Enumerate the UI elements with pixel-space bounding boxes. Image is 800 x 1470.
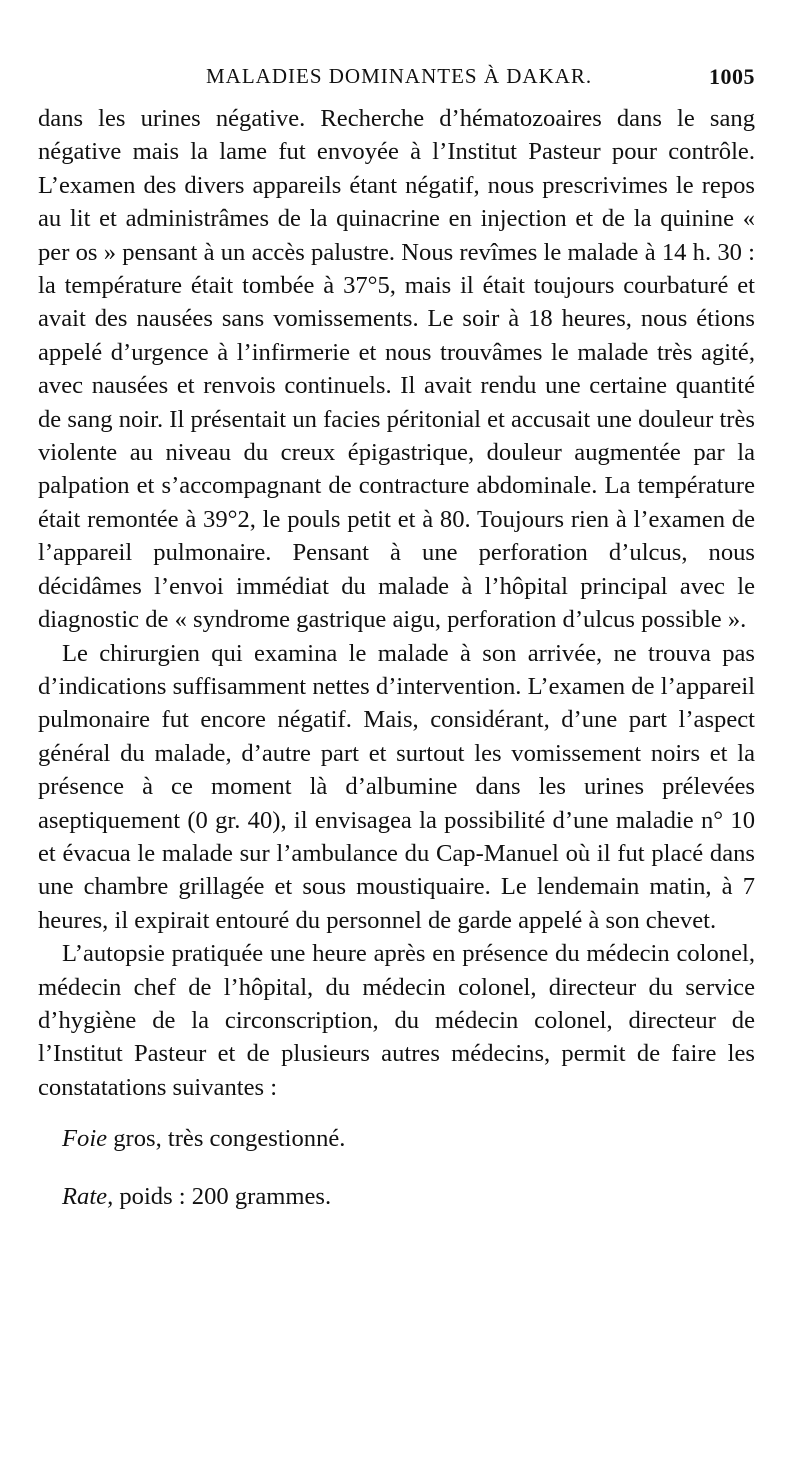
page-number: 1005 [709,64,755,89]
page-header [38,58,755,102]
finding-term: Foie [62,1125,108,1153]
document-page [38,58,755,1213]
paragraph-continuation: dans les urines négative. Recherche d’hématozoaires dans le sang négative mais la lame fut envoyée à l’Institut Pasteur pour contrôle. L’examen des divers appareils étant négatif, nous prescrivimes le repos au lit et administrâmes de la quinacrine en injection et de la quinine « per os » pensant à un accès palustre. Nous revîmes le malade à 14 h. 30 : la température était tombée à 37°5, mais il était toujours courbaturé et avait des nausées sans vomissements. Le soir à 18 heures, nous étions appelé d’urgence à l’infirmerie et nous trouvâmes le malade très agité, avec nausées et renvois continuels. Il avait rendu une certaine quantité de sang noir. Il présentait un facies péritonial et accusait une douleur très violente au niveau du creux épigastrique, douleur augmentée par la palpation et s’accompagnant de contracture abdominale. La température était remontée à 39°2, le pouls petit et à 80. Toujours rien à l’examen de l’appareil pulmonaire. Pensant à une perforation d’ulcus, nous décidâmes l’envoi immédiat du malade à l’hôpital principal avec le diagnostic de « syndrome gastrique aigu, perforation d’ulcus possible ». [38,105,755,634]
paragraph-surgeon: Le chirurgien qui examina le malade à son arrivée, ne trouva pas d’indications suffisamment nettes d’intervention. L’examen de l’appareil pulmonaire fut encore négatif. Mais, considérant, d’une part l’aspect général du malade, d’autre part et surtout les vomissement noirs et la présence à ce moment là d’albumine dans les urines prélevées aseptiquement (0 gr. 40), il envisagea la possibilité d’une maladie n° 10 et évacua le malade sur l’ambulance du Cap-Manuel où il fut placé dans une chambre grillagée et sous moustiquaire. Le lendemain matin, à 7 heures, il expirait entouré du personnel de garde appelé à son chevet. [38,639,755,934]
finding-spleen [38,1180,755,1213]
finding-text: gros, très congestionné. [107,1125,346,1153]
running-title: MALADIES DOMINANTES À DAKAR. [206,64,593,88]
finding-term: Rate, [62,1182,114,1210]
paragraph-autopsy: L’autopsie pratiquée une heure après en présence du médecin colonel, médecin chef de l’hôpital, du médecin colonel, directeur du service d’hygiène de la circonscription, du médecin colonel, directeur de l’Institut Pasteur et de plusieurs autres médecins, permit de faire les constatations suivantes : [38,940,755,1101]
finding-liver [38,1122,755,1155]
finding-text: poids : 200 grammes. [113,1182,332,1210]
